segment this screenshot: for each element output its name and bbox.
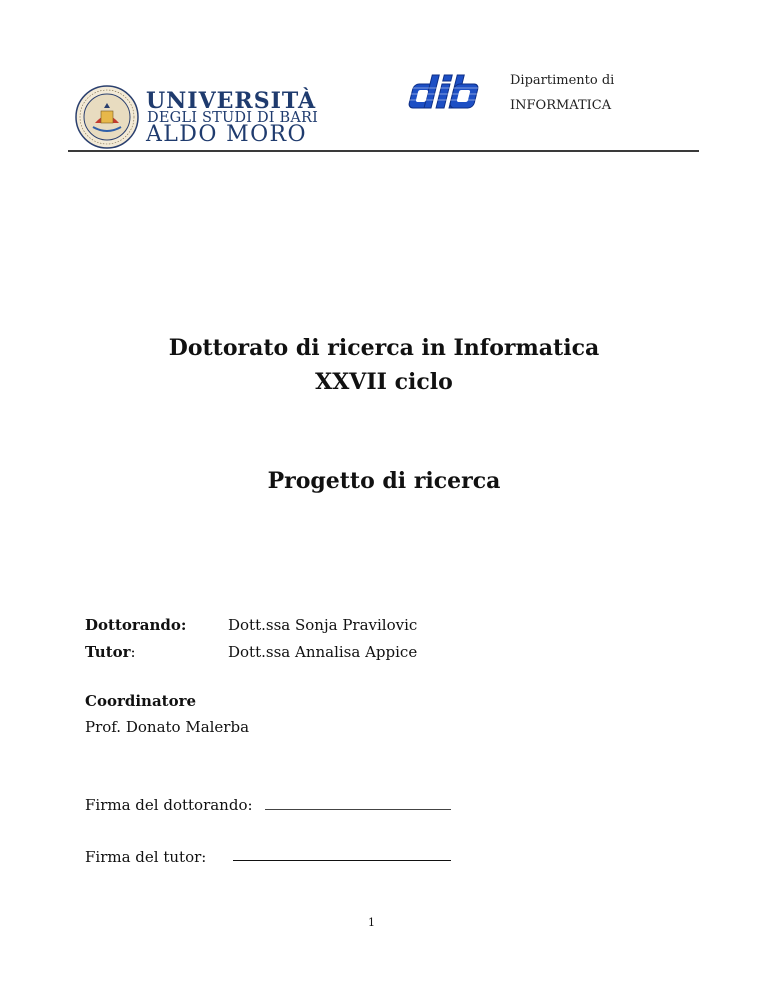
department-label: Dipartimento di: [510, 73, 615, 88]
dib-logo-icon: [403, 72, 498, 116]
student-signature-label: Firma del dottorando:: [85, 796, 253, 814]
tutor-signature-label: Firma del tutor:: [85, 848, 207, 866]
university-name-line1: UNIVERSITÀ: [146, 88, 317, 114]
tutor-name: Dott.ssa Annalisa Appice: [228, 643, 418, 661]
tutor-label: Tutor: [85, 643, 131, 661]
student-label: Dottorando:: [85, 616, 187, 634]
tutor-colon: :: [130, 643, 136, 661]
university-name-line2: DEGLI STUDI DI BARI: [147, 110, 319, 126]
page-number: 1: [368, 916, 375, 929]
university-seal-icon: [75, 85, 139, 149]
university-name-line3: ALDO MORO: [146, 122, 307, 147]
student-name: Dott.ssa Sonja Pravilovic: [228, 616, 418, 634]
student-signature-line: [265, 809, 451, 810]
document-title: Dottorato di ricerca in Informatica: [168, 335, 600, 361]
project-heading: Progetto di ricerca: [267, 468, 501, 494]
coordinator-name: Prof. Donato Malerba: [85, 718, 250, 736]
cycle-subtitle: XXVII ciclo: [315, 369, 453, 395]
tutor-signature-line: [233, 860, 451, 861]
tutor-label-group: [85, 643, 136, 661]
header-divider: [68, 150, 699, 152]
department-name: INFORMATICA: [510, 98, 612, 113]
coordinator-label: Coordinatore: [85, 692, 197, 710]
